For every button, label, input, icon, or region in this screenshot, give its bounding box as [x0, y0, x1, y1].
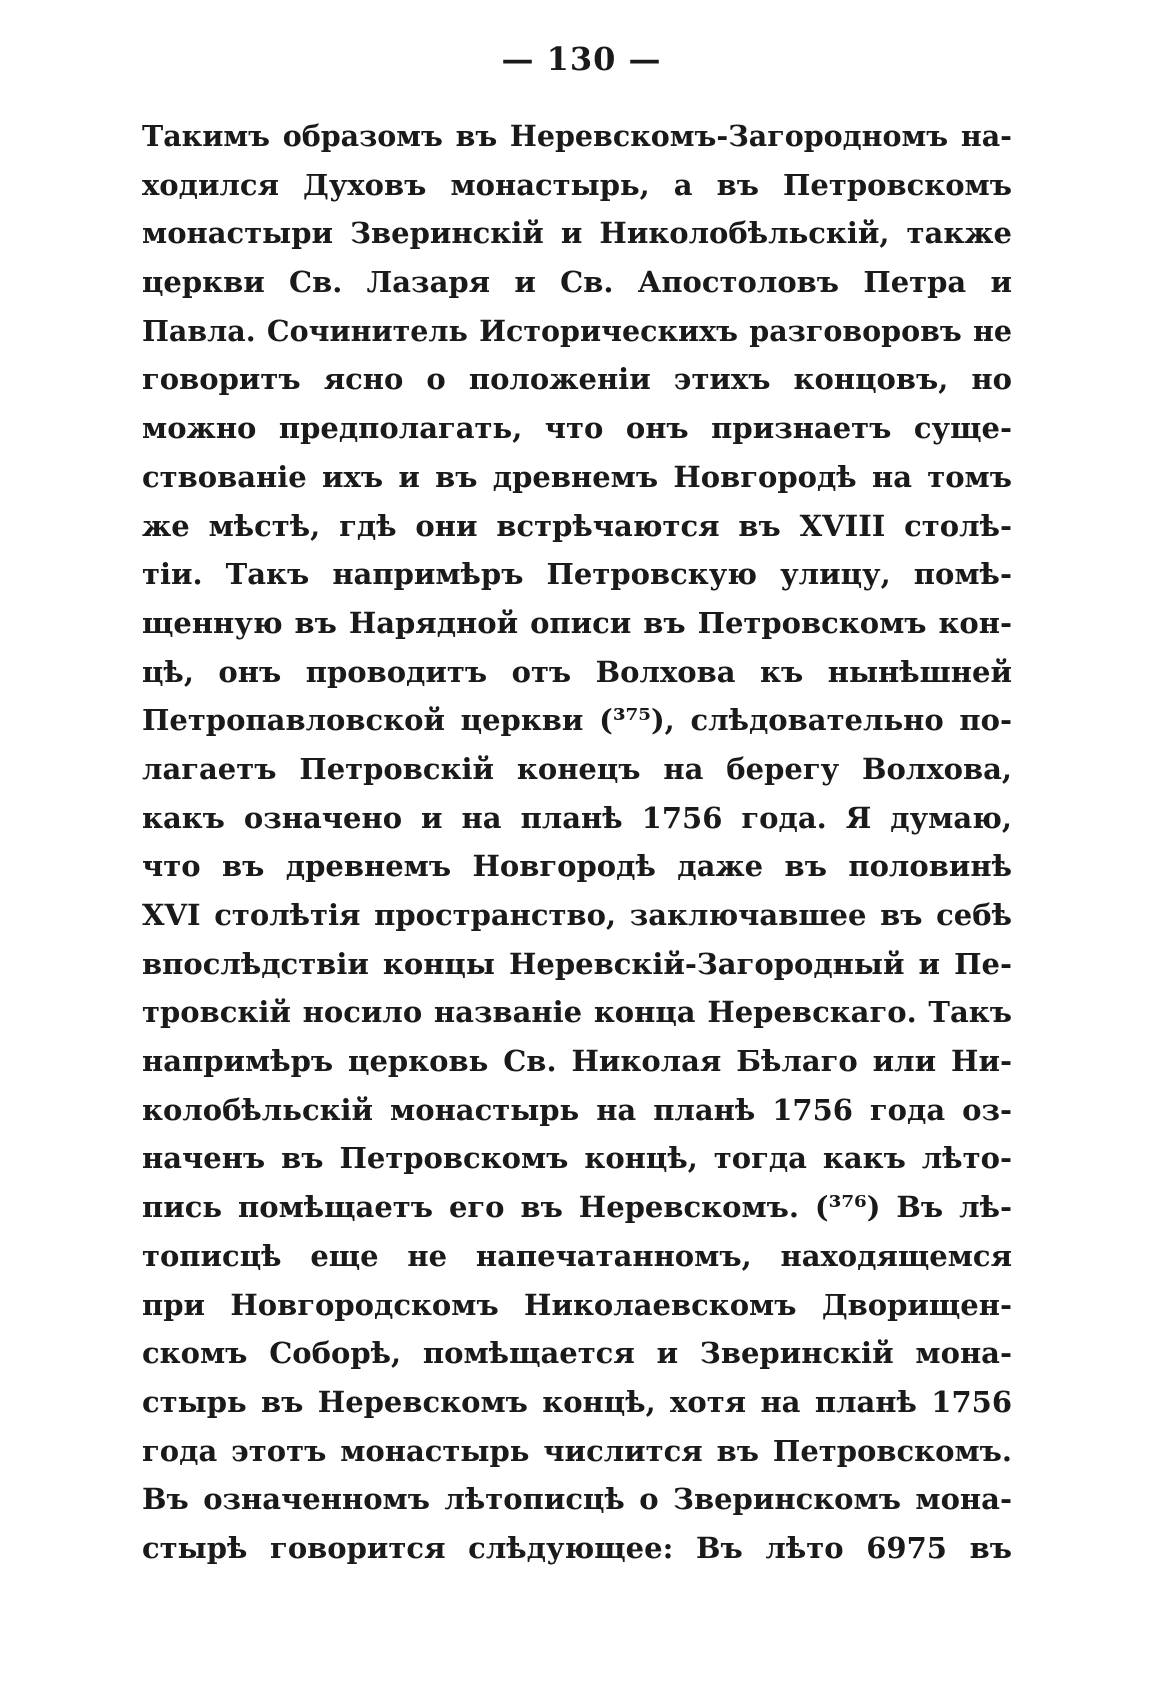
text-line: ствованіе ихъ и въ древнемъ Новгородѣ на томъ: [142, 459, 1012, 494]
text-line: тіи. Такъ напримѣръ Петровскую улицу, помѣ-: [142, 557, 1012, 592]
text-line: же мѣстѣ, гдѣ они встрѣчаются въ XVIII столѣ-: [142, 508, 1012, 543]
text-line: говоритъ ясно о положеніи этихъ концовъ, но: [142, 362, 1012, 397]
text-line: впослѣдствіи концы Неревскій-Загородный и Пе-: [142, 946, 1012, 981]
text-line: XVI столѣтія пространство, заключавшее въ себѣ: [142, 898, 1012, 932]
text-line: тровскій носило названіе конца Неревскаго. Такъ: [142, 995, 1012, 1030]
text-line: монастыри Зверинскій и Николобѣльскій, также: [142, 216, 1012, 251]
text-line: Такимъ образомъ въ Неревскомъ-Загородномъ на-: [142, 119, 1012, 153]
text-line: ходился Духовъ монастырь, а въ Петровскомъ: [142, 167, 1012, 202]
text-line: щенную въ Нарядной описи въ Петровскомъ кон-: [142, 605, 1012, 640]
text-line: Павла. Сочинитель Историческихъ разговоровъ не: [142, 313, 1012, 348]
text-line: пись помѣщаетъ его въ Неревскомъ. (³⁷⁶) Въ лѣ-: [142, 1190, 1012, 1225]
text-line: скомъ Соборѣ, помѣщается и Зверинскій мона-: [142, 1336, 1012, 1371]
text-line: что въ древнемъ Новгородѣ даже въ половинѣ: [142, 849, 1012, 884]
text-line: стырѣ говорится слѣдующее: Въ лѣто 6975 въ: [142, 1530, 1012, 1565]
text-line: колобѣльскій монастырь на планѣ 1756 года оз-: [142, 1092, 1012, 1127]
text-line: церкви Св. Лазаря и Св. Апостоловъ Петра и: [142, 265, 1012, 300]
text-line: Въ означенномъ лѣтописцѣ о Зверинскомъ мона-: [142, 1482, 1012, 1517]
text-line: можно предполагать, что онъ признаетъ суще-: [142, 411, 1012, 446]
text-line: какъ означено и на планѣ 1756 года. Я думаю,: [142, 800, 1012, 835]
text-line: года этотъ монастырь числится въ Петровскомъ.: [142, 1433, 1012, 1468]
text-line: цѣ, онъ проводитъ отъ Волхова къ нынѣшней: [142, 654, 1012, 689]
text-line: при Новгородскомъ Николаевскомъ Дворищен-: [142, 1287, 1012, 1322]
text-line: стырь въ Неревскомъ концѣ, хотя на планѣ 1756: [142, 1384, 1012, 1419]
text-line: напримѣръ церковь Св. Николая Бѣлаго или Ни-: [142, 1044, 1012, 1079]
text-line: Петропавловской церкви (³⁷⁵), слѣдовательно по-: [142, 703, 1012, 738]
text-line: лагаетъ Петровскій конецъ на берегу Волхова,: [142, 751, 1012, 786]
body-text: [142, 112, 1012, 1573]
text-line: наченъ въ Петровскомъ концѣ, тогда какъ лѣто-: [142, 1141, 1012, 1176]
page-number: — 130 —: [501, 40, 662, 78]
text-line: тописцѣ еще не напечатанномъ, находящемся: [142, 1238, 1012, 1273]
